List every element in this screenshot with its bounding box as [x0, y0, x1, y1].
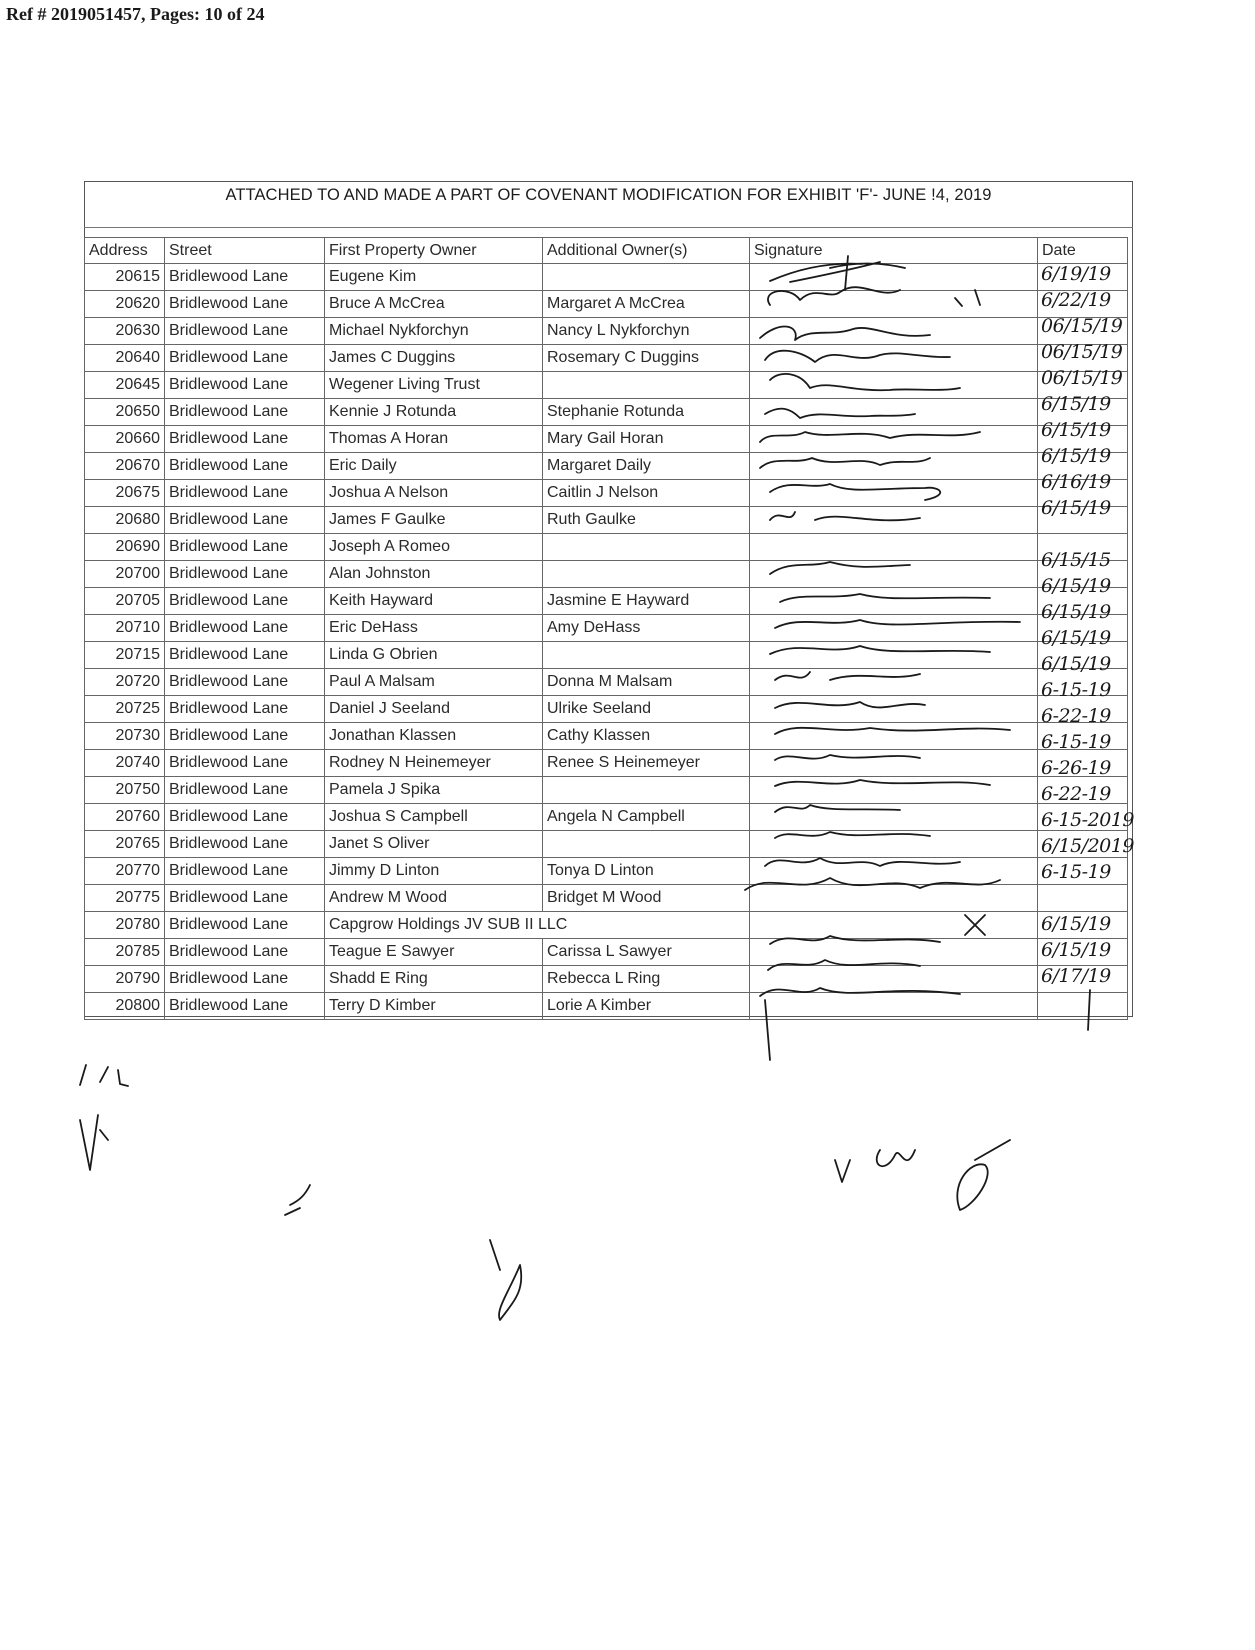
signature-cell [750, 345, 1038, 372]
street-cell: Bridlewood Lane [165, 453, 325, 480]
handwritten-date: 6/15/2019 [1041, 835, 1134, 857]
first-owner-cell: Jonathan Klassen [325, 723, 543, 750]
street-cell: Bridlewood Lane [165, 669, 325, 696]
first-owner-cell: Paul A Malsam [325, 669, 543, 696]
first-owner-cell: Wegener Living Trust [325, 372, 543, 399]
address-cell: 20725 [85, 696, 165, 723]
street-cell: Bridlewood Lane [165, 696, 325, 723]
additional-owner-cell: Renee S Heinemeyer [543, 750, 750, 777]
signature-cell [750, 750, 1038, 777]
column-header-additional-owner: Additional Owner(s) [543, 238, 750, 264]
handwritten-date: 6/16/19 [1041, 471, 1111, 493]
street-cell: Bridlewood Lane [165, 399, 325, 426]
first-owner-cell: Daniel J Seeland [325, 696, 543, 723]
handwritten-date: 6/19/19 [1041, 263, 1111, 285]
first-owner-cell: Keith Hayward [325, 588, 543, 615]
first-owner-cell: Terry D Kimber [325, 993, 543, 1020]
first-owner-cell: Bruce A McCrea [325, 291, 543, 318]
address-cell: 20660 [85, 426, 165, 453]
address-cell: 20790 [85, 966, 165, 993]
first-owner-cell: Kennie J Rotunda [325, 399, 543, 426]
street-cell: Bridlewood Lane [165, 804, 325, 831]
signature-cell [750, 696, 1038, 723]
address-cell: 20730 [85, 723, 165, 750]
address-cell: 20760 [85, 804, 165, 831]
street-cell: Bridlewood Lane [165, 264, 325, 291]
handwritten-date: 6-22-19 [1041, 783, 1111, 805]
signature-cell [750, 615, 1038, 642]
street-cell: Bridlewood Lane [165, 750, 325, 777]
additional-owner-cell: Mary Gail Horan [543, 426, 750, 453]
address-cell: 20800 [85, 993, 165, 1020]
additional-owner-cell: Margaret A McCrea [543, 291, 750, 318]
signature-cell [750, 885, 1038, 912]
additional-owner-cell [543, 777, 750, 804]
table-row [85, 804, 1128, 831]
signature-cell [750, 561, 1038, 588]
street-cell: Bridlewood Lane [165, 939, 325, 966]
address-cell: 20640 [85, 345, 165, 372]
street-cell: Bridlewood Lane [165, 615, 325, 642]
additional-owner-cell [543, 561, 750, 588]
street-cell: Bridlewood Lane [165, 426, 325, 453]
handwritten-date: 6/22/19 [1041, 289, 1111, 311]
table-row [85, 642, 1128, 669]
handwritten-date: 6/15/15 [1041, 549, 1111, 571]
table-row [85, 723, 1128, 750]
first-owner-cell: Capgrow Holdings JV SUB II LLC [325, 912, 750, 939]
additional-owner-cell: Amy DeHass [543, 615, 750, 642]
street-cell: Bridlewood Lane [165, 777, 325, 804]
first-owner-cell: Andrew M Wood [325, 885, 543, 912]
first-owner-cell: Joshua S Campbell [325, 804, 543, 831]
table-row [85, 993, 1128, 1020]
signature-cell [750, 642, 1038, 669]
handwritten-date: 6/15/19 [1041, 627, 1111, 649]
street-cell: Bridlewood Lane [165, 561, 325, 588]
column-header-signature: Signature [750, 238, 1038, 264]
signature-cell [750, 291, 1038, 318]
handwritten-date: 6/15/19 [1041, 445, 1111, 467]
signature-cell [750, 912, 1038, 939]
table-row [85, 669, 1128, 696]
address-cell: 20715 [85, 642, 165, 669]
table-row [85, 264, 1128, 291]
handwritten-date: 6-22-19 [1041, 705, 1111, 727]
street-cell: Bridlewood Lane [165, 831, 325, 858]
signature-cell [750, 966, 1038, 993]
street-cell: Bridlewood Lane [165, 291, 325, 318]
first-owner-cell: Linda G Obrien [325, 642, 543, 669]
handwritten-date: 6-26-19 [1041, 757, 1111, 779]
address-cell: 20710 [85, 615, 165, 642]
handwritten-date: 6/15/19 [1041, 653, 1111, 675]
signature-cell [750, 426, 1038, 453]
signature-cell [750, 939, 1038, 966]
additional-owner-cell [543, 372, 750, 399]
address-cell: 20680 [85, 507, 165, 534]
street-cell: Bridlewood Lane [165, 642, 325, 669]
first-owner-cell: Eric Daily [325, 453, 543, 480]
address-cell: 20615 [85, 264, 165, 291]
table-row [85, 912, 1128, 939]
signature-cell [750, 993, 1038, 1020]
signature-cell [750, 831, 1038, 858]
first-owner-cell: Janet S Oliver [325, 831, 543, 858]
column-header-first-owner: First Property Owner [325, 238, 543, 264]
date-cell [1038, 885, 1128, 912]
signature-cell [750, 372, 1038, 399]
signature-cell [750, 453, 1038, 480]
table-row [85, 372, 1128, 399]
table-row [85, 561, 1128, 588]
address-cell: 20645 [85, 372, 165, 399]
document-title: ATTACHED TO AND MADE A PART OF COVENANT MODIFICATION FOR EXHIBIT 'F'- JUNE !4, 2019 [225, 186, 992, 204]
first-owner-cell: Rodney N Heinemeyer [325, 750, 543, 777]
first-owner-cell: Teague E Sawyer [325, 939, 543, 966]
signature-cell [750, 777, 1038, 804]
signature-cell [750, 480, 1038, 507]
handwritten-date: 6-15-19 [1041, 731, 1111, 753]
address-cell: 20765 [85, 831, 165, 858]
first-owner-cell: James C Duggins [325, 345, 543, 372]
street-cell: Bridlewood Lane [165, 723, 325, 750]
table-row [85, 291, 1128, 318]
table-row [85, 939, 1128, 966]
first-owner-cell: James F Gaulke [325, 507, 543, 534]
table-row [85, 858, 1128, 885]
table-body [85, 264, 1128, 1020]
additional-owner-cell: Nancy L Nykforchyn [543, 318, 750, 345]
table-row [85, 588, 1128, 615]
address-cell: 20670 [85, 453, 165, 480]
street-cell: Bridlewood Lane [165, 318, 325, 345]
title-divider [84, 227, 1133, 228]
first-owner-cell: Jimmy D Linton [325, 858, 543, 885]
handwritten-date: 6-15-19 [1041, 679, 1111, 701]
address-cell: 20705 [85, 588, 165, 615]
signature-cell [750, 318, 1038, 345]
signature-cell [750, 723, 1038, 750]
street-cell: Bridlewood Lane [165, 372, 325, 399]
signature-cell [750, 534, 1038, 561]
table-row [85, 399, 1128, 426]
address-cell: 20630 [85, 318, 165, 345]
address-cell: 20700 [85, 561, 165, 588]
first-owner-cell: Pamela J Spika [325, 777, 543, 804]
first-owner-cell: Thomas A Horan [325, 426, 543, 453]
handwritten-date: 6/15/19 [1041, 497, 1111, 519]
table-row [85, 453, 1128, 480]
table-row [85, 426, 1128, 453]
additional-owner-cell [543, 831, 750, 858]
street-cell: Bridlewood Lane [165, 588, 325, 615]
address-cell: 20780 [85, 912, 165, 939]
handwritten-date: 6/15/19 [1041, 575, 1111, 597]
table-row [85, 831, 1128, 858]
table-row [85, 318, 1128, 345]
handwritten-date: 6/15/19 [1041, 601, 1111, 623]
signature-cell [750, 858, 1038, 885]
signature-cell [750, 399, 1038, 426]
table-row [85, 696, 1128, 723]
street-cell: Bridlewood Lane [165, 480, 325, 507]
table-row [85, 534, 1128, 561]
additional-owner-cell: Rebecca L Ring [543, 966, 750, 993]
additional-owner-cell [543, 534, 750, 561]
table-row [85, 777, 1128, 804]
first-owner-cell: Joseph A Romeo [325, 534, 543, 561]
first-owner-cell: Eugene Kim [325, 264, 543, 291]
table-row [85, 966, 1128, 993]
address-cell: 20720 [85, 669, 165, 696]
additional-owner-cell: Angela N Campbell [543, 804, 750, 831]
signature-cell [750, 669, 1038, 696]
date-cell [1038, 993, 1128, 1020]
handwritten-date: 6-15-19 [1041, 861, 1111, 883]
address-cell: 20770 [85, 858, 165, 885]
address-cell: 20775 [85, 885, 165, 912]
first-owner-cell: Shadd E Ring [325, 966, 543, 993]
first-owner-cell: Alan Johnston [325, 561, 543, 588]
street-cell: Bridlewood Lane [165, 966, 325, 993]
table-row [85, 480, 1128, 507]
address-cell: 20740 [85, 750, 165, 777]
first-owner-cell: Michael Nykforchyn [325, 318, 543, 345]
address-cell: 20675 [85, 480, 165, 507]
street-cell: Bridlewood Lane [165, 534, 325, 561]
column-header-date: Date [1038, 238, 1128, 264]
additional-owner-cell: Ruth Gaulke [543, 507, 750, 534]
handwritten-date: 06/15/19 [1041, 341, 1123, 363]
table-row [85, 615, 1128, 642]
additional-owner-cell [543, 264, 750, 291]
address-cell: 20785 [85, 939, 165, 966]
additional-owner-cell: Caitlin J Nelson [543, 480, 750, 507]
handwritten-date: 06/15/19 [1041, 315, 1123, 337]
additional-owner-cell [543, 642, 750, 669]
column-header-street: Street [165, 238, 325, 264]
additional-owner-cell: Ulrike Seeland [543, 696, 750, 723]
reference-header: Ref # 2019051457, Pages: 10 of 24 [6, 4, 265, 24]
street-cell: Bridlewood Lane [165, 885, 325, 912]
table-row [85, 750, 1128, 777]
handwritten-date: 06/15/19 [1041, 367, 1123, 389]
handwritten-date: 6/15/19 [1041, 393, 1111, 415]
additional-owner-cell: Jasmine E Hayward [543, 588, 750, 615]
signature-cell [750, 588, 1038, 615]
street-cell: Bridlewood Lane [165, 912, 325, 939]
table-header-row [85, 238, 1128, 264]
first-owner-cell: Joshua A Nelson [325, 480, 543, 507]
table-row [85, 507, 1128, 534]
table-row [85, 345, 1128, 372]
first-owner-cell: Eric DeHass [325, 615, 543, 642]
additional-owner-cell: Donna M Malsam [543, 669, 750, 696]
handwritten-date: 6/15/19 [1041, 913, 1111, 935]
owners-table [84, 237, 1128, 1020]
handwritten-date: 6/15/19 [1041, 939, 1111, 961]
additional-owner-cell: Stephanie Rotunda [543, 399, 750, 426]
street-cell: Bridlewood Lane [165, 345, 325, 372]
additional-owner-cell: Cathy Klassen [543, 723, 750, 750]
additional-owner-cell: Rosemary C Duggins [543, 345, 750, 372]
address-cell: 20650 [85, 399, 165, 426]
signature-cell [750, 507, 1038, 534]
street-cell: Bridlewood Lane [165, 858, 325, 885]
handwritten-date: 6/17/19 [1041, 965, 1111, 987]
additional-owner-cell: Tonya D Linton [543, 858, 750, 885]
additional-owner-cell: Carissa L Sawyer [543, 939, 750, 966]
table-row [85, 885, 1128, 912]
signature-cell [750, 264, 1038, 291]
additional-owner-cell: Lorie A Kimber [543, 993, 750, 1020]
additional-owner-cell: Margaret Daily [543, 453, 750, 480]
signature-cell [750, 804, 1038, 831]
address-cell: 20620 [85, 291, 165, 318]
street-cell: Bridlewood Lane [165, 507, 325, 534]
additional-owner-cell: Bridget M Wood [543, 885, 750, 912]
handwritten-date: 6-15-2019 [1041, 809, 1134, 831]
street-cell: Bridlewood Lane [165, 993, 325, 1020]
column-header-address: Address [85, 238, 165, 264]
address-cell: 20750 [85, 777, 165, 804]
address-cell: 20690 [85, 534, 165, 561]
handwritten-date: 6/15/19 [1041, 419, 1111, 441]
